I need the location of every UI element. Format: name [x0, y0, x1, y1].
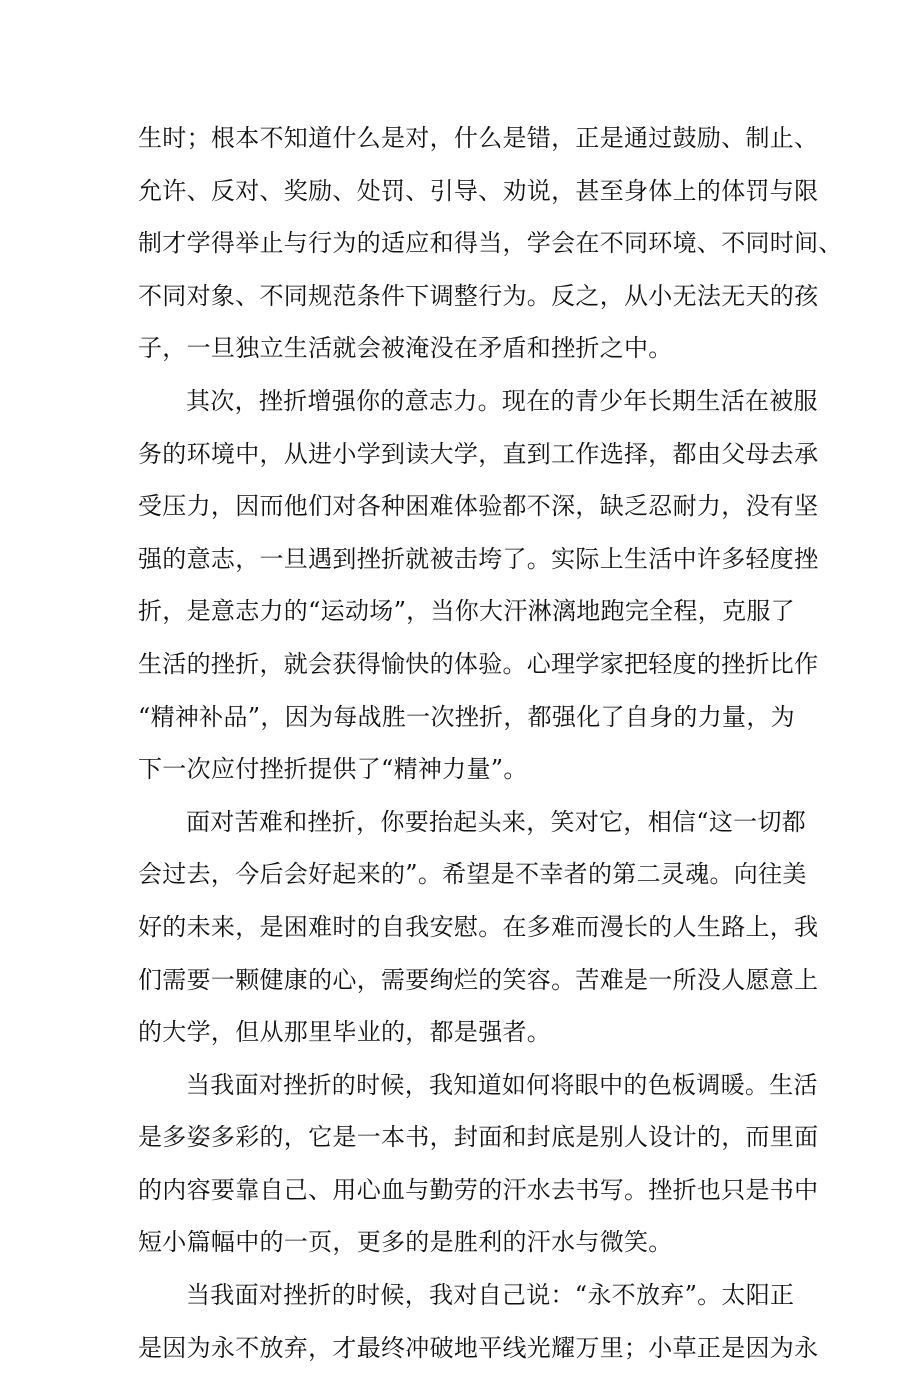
text-line: 受压力，因而他们对各种困难体验都不深，缺乏忍耐力，没有坚: [138, 492, 819, 521]
text-line: 制才学得举止与行为的适应和得当，学会在不同环境、不同时间、: [138, 229, 843, 258]
text-line: 强的意志，一旦遇到挫折就被击垮了。实际上生活中许多轻度挫: [138, 544, 819, 573]
text-line: 不同对象、不同规范条件下调整行为。反之，从小无法无天的孩: [138, 281, 819, 310]
text-line: 好的未来，是困难时的自我安慰。在多难而漫长的人生路上，我: [138, 912, 819, 941]
text-line: 允许、反对、奖励、处罚、引导、劝说，甚至身体上的体罚与限: [138, 176, 819, 205]
text-line: “精神补品”，因为每战胜一次挫折，都强化了自身的力量，为: [138, 702, 795, 731]
text-line: 子，一旦独立生活就会被淹没在矛盾和挫折之中。: [138, 334, 673, 363]
paragraph-first-line: 面对苦难和挫折，你要抬起头来，笑对它，相信“这一切都: [186, 807, 807, 836]
text-line: 会过去，今后会好起来的”。希望是不幸者的第二灵魂。向往美: [138, 860, 807, 889]
text-line: 下一次应付挫折提供了“精神力量”。: [138, 755, 528, 784]
text-line: 的大学，但从那里毕业的，都是强者。: [138, 1018, 552, 1047]
text-line: 生时；根本不知道什么是对，什么是错，正是通过鼓励、制止、: [138, 124, 819, 152]
text-line: 折，是意志力的“运动场”，当你大汗淋漓地跑完全程，克服了: [138, 597, 795, 626]
text-line: 的内容要靠自己、用心血与勤劳的汗水去书写。挫折也只是书中: [138, 1175, 819, 1204]
paragraph-first-line: 其次，挫折增强你的意志力。现在的青少年长期生活在被服: [186, 386, 818, 415]
text-line: 们需要一颗健康的心，需要绚烂的笑容。苦难是一所没人愿意上: [138, 965, 819, 994]
text-line: 务的环境中，从进小学到读大学，直到工作选择，都由父母去承: [138, 439, 819, 468]
text-line: 生活的挫折，就会获得愉快的体验。心理学家把轻度的挫折比作: [138, 649, 819, 678]
text-line: 是多姿多彩的，它是一本书，封面和封底是别人设计的，而里面: [138, 1123, 819, 1152]
body-text: [138, 112, 843, 1374]
text-line: 是因为永不放弃，才最终冲破地平线光耀万里；小草正是因为永: [138, 1333, 819, 1362]
text-line: 短小篇幅中的一页，更多的是胜利的汗水与微笑。: [138, 1228, 673, 1257]
paragraph-first-line: 当我面对挫折的时候，我知道如何将眼中的色板调暖。生活: [186, 1070, 818, 1099]
paragraph-first-line: 当我面对挫折的时候，我对自己说：“永不放弃”。太阳正: [186, 1281, 795, 1310]
